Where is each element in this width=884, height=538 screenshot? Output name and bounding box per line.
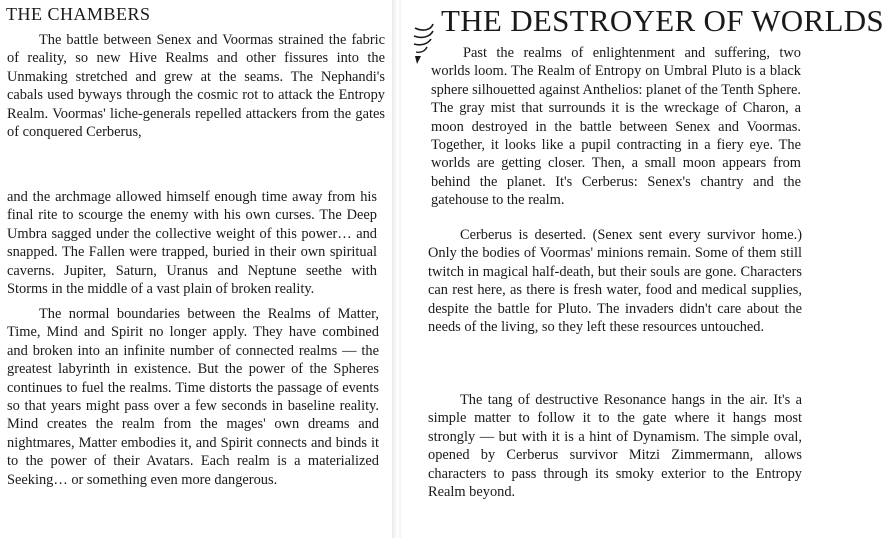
paragraph: Cerberus is deserted. (Senex sent every survivor home.) Only the bodies of Voormas' minions remain. Some of them still twitch in magical half-death, but their souls are gone. Characters can rest here, as there is fresh water, food and medical supplies, despite the battle for Pluto. The invaders didn't care about the needs of the living, so they left these resources untouched. — [428, 227, 802, 336]
paragraph: The battle between Senex and Voormas strained the fabric of reality, so new Hive Realms and other fissures into the Unmaking stretched and grew at the seams. The Nephandi's cabals used byways through the cosmic rot to attack the Entropy Realm. Voormas' liche-generals repelled attackers from the gates of conquered Cerberus, — [7, 32, 385, 141]
paragraph: and the archmage allowed himself enough time away from his final rite to scourge the enemy with his own curses. The Deep Umbra sagged under the collective weight of this power… and snapped. The Fallen were trapped, buried in their own spiritual caverns. Jupiter, Saturn, Uranus and Neptune seethe with Storms in the middle of a vast plain of broken reality. — [7, 189, 377, 298]
right-page — [401, 0, 884, 538]
section-title: THE CHAMBERS — [6, 4, 151, 24]
paragraph: Past the realms of enlightenment and suffering, two worlds loom. The Realm of Entropy on Umbral Pluto is a black sphere silhouetted against Anthelios: planet of the Tenth Sphere. The gray mist that surrounds it is the wreckage of Charon, a moon destroyed in the battle between Senex and Voormas. Together, it looks like a pupil contracting in a fiery eye. The worlds are getting closer. Then, a small moon appears from behind the planet. It's Cerberus: Senex's chantry and the gatehouse to the realm. — [431, 45, 802, 209]
left-page — [0, 0, 392, 538]
page-gutter — [392, 0, 401, 538]
chapter-title: THE DESTROYER OF WORLDS — [441, 3, 884, 38]
paragraph: The tang of destructive Resonance hangs in the air. It's a simple matter to follow it to the gate where it hangs most strongly — but with it is a hint of Dynamism. The simple oval, opened by Cerberus survivor Mitzi Zimmermann, allows characters to pass through its smoky exterior to the Entropy Realm beyond. — [428, 392, 802, 501]
paragraph: The normal boundaries between the Realms of Matter, Time, Mind and Spirit no longer apply. They have combined and broken into an infinite number of connected realms — the greatest labyrinth in existence. But the power of the Spheres continues to fuel the realms. Time distorts the passage of events so that years might pass over a few seconds in baseline reality. Mind creates the realm from the mages' own dreams and nightmares, Matter embodies it, and Spirit connects and binds it to the power of their Avatars. Each realm is a materialized Seeking… or something even more dangerous. — [7, 306, 379, 488]
